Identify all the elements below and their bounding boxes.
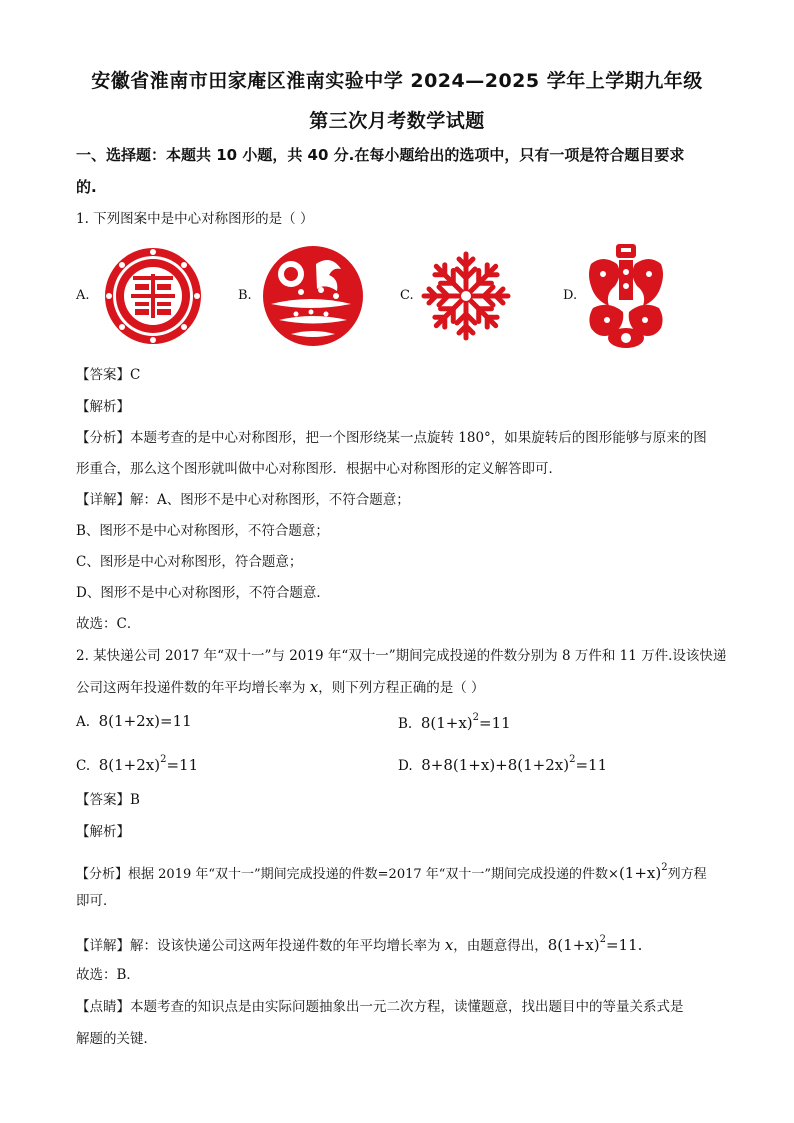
q2-conclusion: 故选：B． [76, 967, 140, 983]
dianjing-text: 本题考查的知识点是由实际问题抽象出一元二次方程，读懂题意，找出题目中的等量关系式是 [130, 999, 684, 1015]
q1-detail-line2: B、图形不是中心对称图形，不符合题意； [76, 523, 329, 539]
detail-text: 解：设该快递公司这两年投递件数的年平均增长率为 [130, 938, 445, 954]
snowflake-papercut-icon [420, 250, 512, 346]
q2-variable: x [309, 678, 319, 696]
exam-title-line1: 安徽省淮南市田家庵区淮南实验中学 2024—2025 学年上学期九年级 [91, 70, 703, 92]
q1-detail-line1 [76, 490, 736, 510]
q1-analysis-line2: 形重合，那么这个图形就叫做中心对称图形．根据中心对称图形的定义解答即可． [76, 461, 562, 477]
twin-dragon-papercut-icon [583, 242, 669, 354]
q1-detail-line4: D、图形不是中心对称图形，不符合题意． [76, 585, 330, 601]
q2-option-b-label: B. [398, 716, 413, 732]
answer-value: C [130, 367, 141, 383]
detail-formula: $8(1+x)^2=11$. [547, 934, 643, 954]
q2-option-c-formula: $8(1+2x)^2=11$ [98, 754, 199, 774]
detail-tag: 【详解】 [76, 492, 130, 508]
fenxi-text: 根据 2019 年“双十一”期间完成投递的件数=2017 年“双十一”期间完成投递的件数× [128, 867, 619, 882]
q1-stem: 1. 下列图案中是中心对称图形的是（ ） [76, 211, 314, 227]
fenxi-formula: $(1+x)^2$ [618, 862, 668, 882]
q2-option-d [398, 754, 607, 774]
section-heading-cont: 的. [76, 178, 97, 196]
q1-option-d-label: D. [563, 288, 578, 303]
q2-stem-line1: 2. 某快递公司 2017 年“双十一”与 2019 年“双十一”期间完成投递的件数分别为 8 万件和 11 万件.设该快递 [76, 648, 727, 664]
q2-dianjing-line1 [76, 997, 736, 1017]
q1-analysis-tag: 【解析】 [76, 399, 130, 415]
detail-text: 解：A、图形不是中心对称图形，不符合题意； [130, 492, 410, 508]
q2-analysis-line2: 即可． [76, 893, 117, 909]
double-happiness-papercut-icon [103, 246, 203, 350]
detail-tag: 【详解】 [76, 938, 130, 954]
q1-detail-line3: C、图形是中心对称图形，符合题意； [76, 554, 303, 570]
answer-tag: 【答案】 [76, 367, 130, 383]
fenxi-tail: 列方程 [667, 867, 707, 882]
q2-option-d-label: D. [398, 758, 413, 774]
q1-answer [76, 365, 736, 385]
fenxi-text: 本题考查的是中心对称图形，把一个图形绕某一点旋转 180°，如果旋转后的图形能够与原来的图 [130, 430, 707, 446]
q1-option-a-label: A. [76, 288, 90, 303]
q2-option-b-formula: $8(1+x)^2=11$ [420, 712, 511, 732]
phoenix-papercut-icon [261, 244, 365, 352]
q1-option-b-label: B. [238, 288, 252, 303]
q2-option-a [76, 712, 192, 730]
q1-analysis-line1 [76, 428, 736, 448]
q2-option-b [398, 712, 511, 732]
q2-analysis-line1 [76, 858, 736, 885]
fenxi-tag: 【分析】 [76, 867, 129, 882]
q2-answer [76, 790, 736, 810]
q2-stem-text: 公司这两年投递件数的年平均增长率为 [76, 680, 310, 696]
answer-value: B [130, 792, 140, 808]
q2-stem-tail: ，则下列方程正确的是（ ） [318, 680, 485, 696]
dianjing-tag: 【点睛】 [76, 999, 130, 1015]
q2-dianjing-line2: 解题的关键． [76, 1031, 157, 1047]
q1-conclusion: 故选：C． [76, 616, 141, 632]
q2-option-d-formula: $8+8(1+x)+8(1+2x)^2=11$ [421, 754, 608, 774]
q2-stem-line2 [76, 677, 736, 698]
q2-option-a-label: A. [76, 714, 91, 730]
q2-analysis-tag: 【解析】 [76, 824, 130, 840]
detail-mid: ，由题意得出， [453, 938, 548, 954]
q2-option-a-formula: 8(1+2x)=11 [98, 712, 192, 730]
q1-option-c-label: C. [400, 288, 414, 303]
q2-option-c-label: C. [76, 758, 91, 774]
detail-variable: x [444, 936, 454, 954]
answer-tag: 【答案】 [76, 792, 130, 808]
q2-detail-line1 [76, 930, 736, 956]
fenxi-tag: 【分析】 [76, 430, 130, 446]
q2-option-c [76, 754, 198, 774]
section-heading: 一、选择题：本题共 10 小题，共 40 分.在每小题给出的选项中，只有一项是符合题目要求 [76, 146, 685, 164]
exam-title-line2: 第三次月考数学试题 [309, 110, 485, 132]
